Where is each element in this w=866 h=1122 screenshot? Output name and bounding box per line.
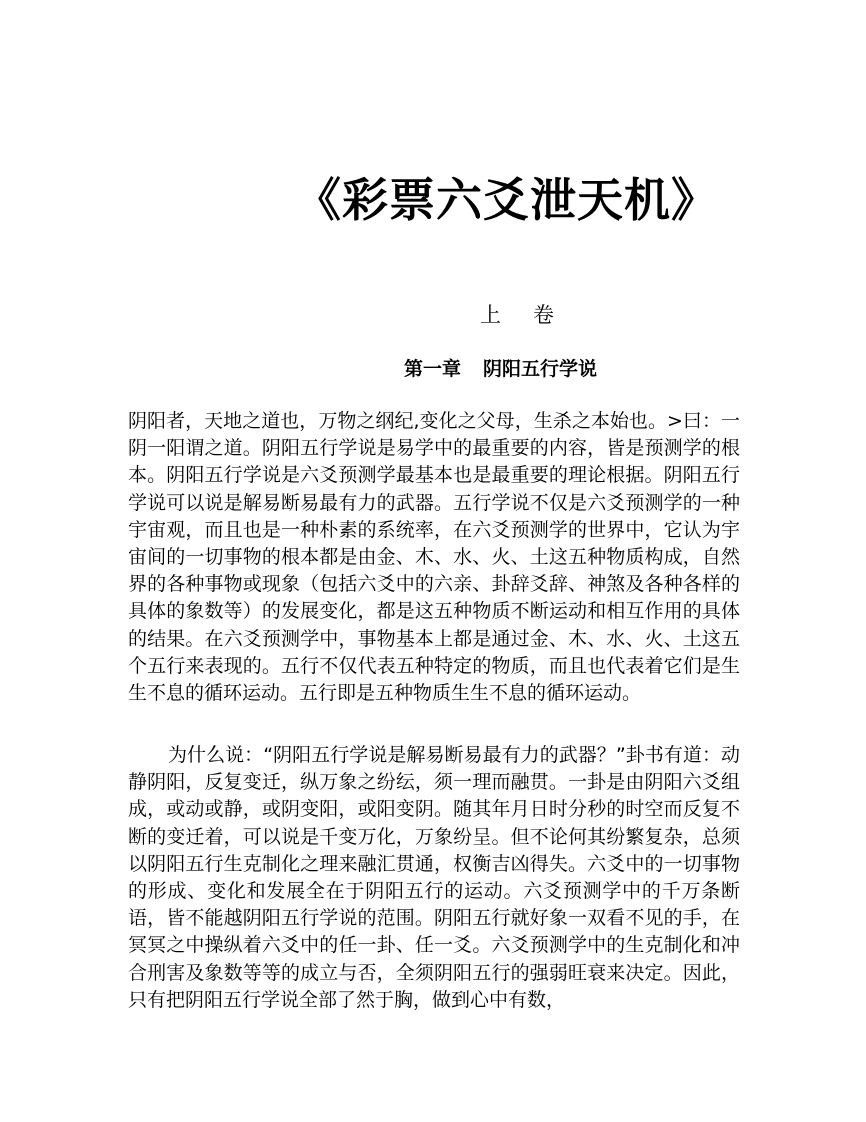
chapter-number: 第一章	[404, 358, 462, 380]
book-title: 《彩票六爻泄天机》	[295, 173, 718, 227]
body-paragraph: 阴阳者，天地之道也，万物之纲纪,变化之父母，生杀之本始也。>曰：一阴一阳谓之道。阴阳五行学说是易学中的最重要的内容，皆是预测学的根本。阴阳五行学说是六爻预测学最基本也是最重要的理论根据。阴阳五行学说可以说是解易断易最有力的武器。五行学说不仅是六爻预测学的一种宇宙观，而且也是一种朴素的系统率，在六爻预测学的世界中，它认为宇宙间的一切事物的根本都是由金、木、水、火、土这五种物质构成，自然界的各种事物或现象（包括六爻中的六亲、卦辞爻辞、神煞及各种各样的具体的象数等）的发展变化，都是这五种物质不断运动和相互作用的具体的结果。在六爻预测学中，事物基本上都是通过金、木、水、火、土这五个五行来表现的。五行不仅代表五种特定的物质，而且也代表着它们是生生不息的循环运动。五行即是五种物质生生不息的循环运动。	[128, 410, 740, 705]
volume-heading-first-char: 上	[480, 303, 501, 327]
volume-heading	[480, 300, 554, 330]
body-paragraph: 为什么说：“阴阳五行学说是解易断易最有力的武器？”卦书有道：动静阴阳，反复变迁，纵万象之纷纭，须一理而融贯。一卦是由阴阳六爻组成，或动或静，或阴变阳，或阳变阴。随其年月日时分秒的时空而反复不断的变迁着，可以说是千变万化，万象纷呈。但不论何其纷繁复杂，总须以阴阳五行生克制化之理来融汇贯通，权衡吉凶得失。六爻中的一切事物的形成、变化和发展全在于阴阳五行的运动。六爻预测学中的千万条断语，皆不能越阴阳五行学说的范围。阴阳五行就好象一双看不见的手，在冥冥之中操纵着六爻中的任一卦、任一爻。六爻预测学中的生克制化和冲合刑害及象数等等的成立与否，全须阴阳五行的强弱旺衰来决定。因此，只有把阴阳五行学说全部了然于胸，做到心中有数，	[128, 744, 740, 1011]
volume-heading-second-char: 卷	[533, 303, 554, 327]
chapter-heading	[404, 355, 597, 383]
chapter-name: 阴阳五行学说	[483, 358, 598, 380]
